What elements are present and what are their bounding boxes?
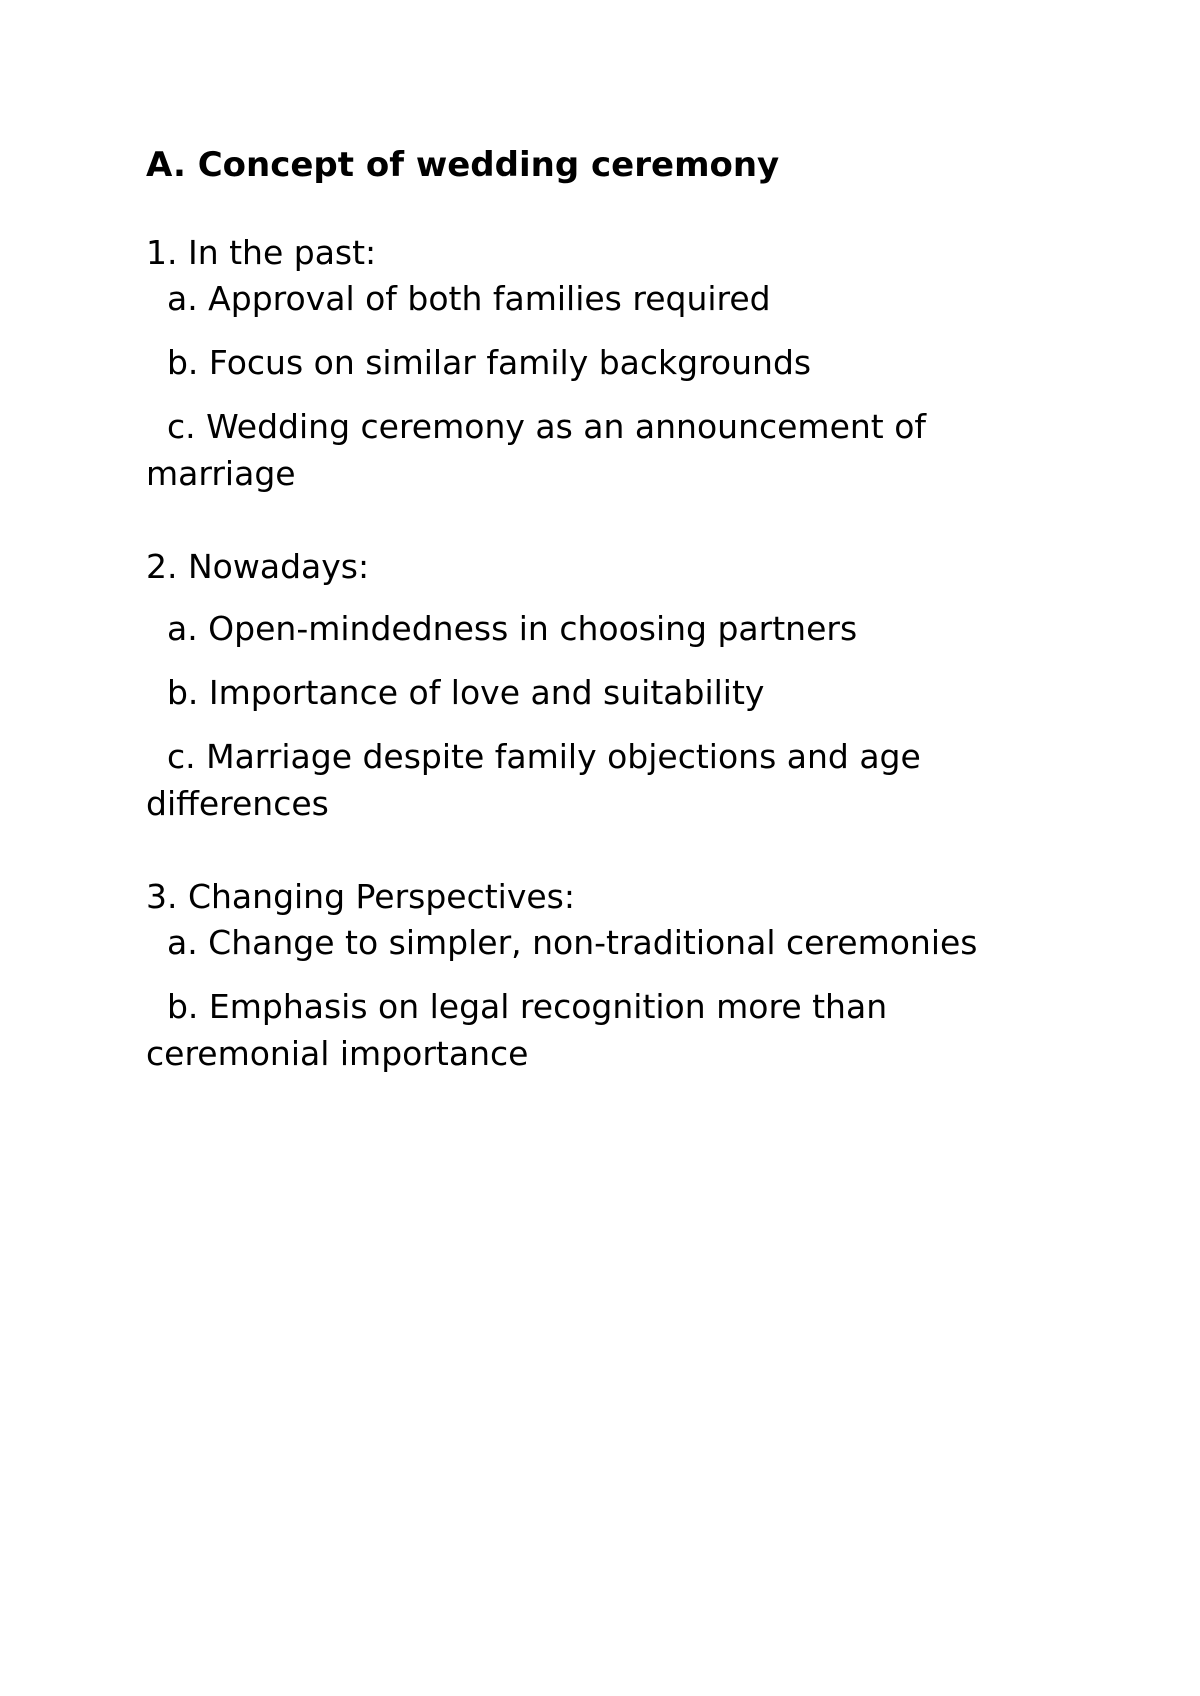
section-title: 3. Changing Perspectives:	[146, 877, 575, 916]
list-item: b. Importance of love and suitability	[146, 673, 765, 712]
section-title: 2. Nowadays:	[146, 547, 370, 586]
section-changing-perspectives	[146, 873, 1066, 1077]
list-item: c. Marriage despite family objections and age differences	[146, 737, 932, 823]
document-content	[146, 141, 1066, 1123]
list-item: b. Emphasis on legal recognition more than ceremonial importance	[146, 987, 898, 1073]
document-heading: A. Concept of wedding ceremony	[146, 145, 780, 185]
section-in-the-past	[146, 229, 1066, 497]
list-item: a. Open-mindedness in choosing partners	[146, 609, 858, 648]
section-title: 1. In the past:	[146, 233, 377, 272]
list-item: a. Change to simpler, non-traditional ceremonies	[146, 923, 978, 962]
list-item: b. Focus on similar family backgrounds	[146, 343, 812, 382]
section-nowadays	[146, 543, 1066, 827]
list-item: c. Wedding ceremony as an announcement of marriage	[146, 407, 937, 493]
list-item: a. Approval of both families required	[146, 279, 771, 318]
